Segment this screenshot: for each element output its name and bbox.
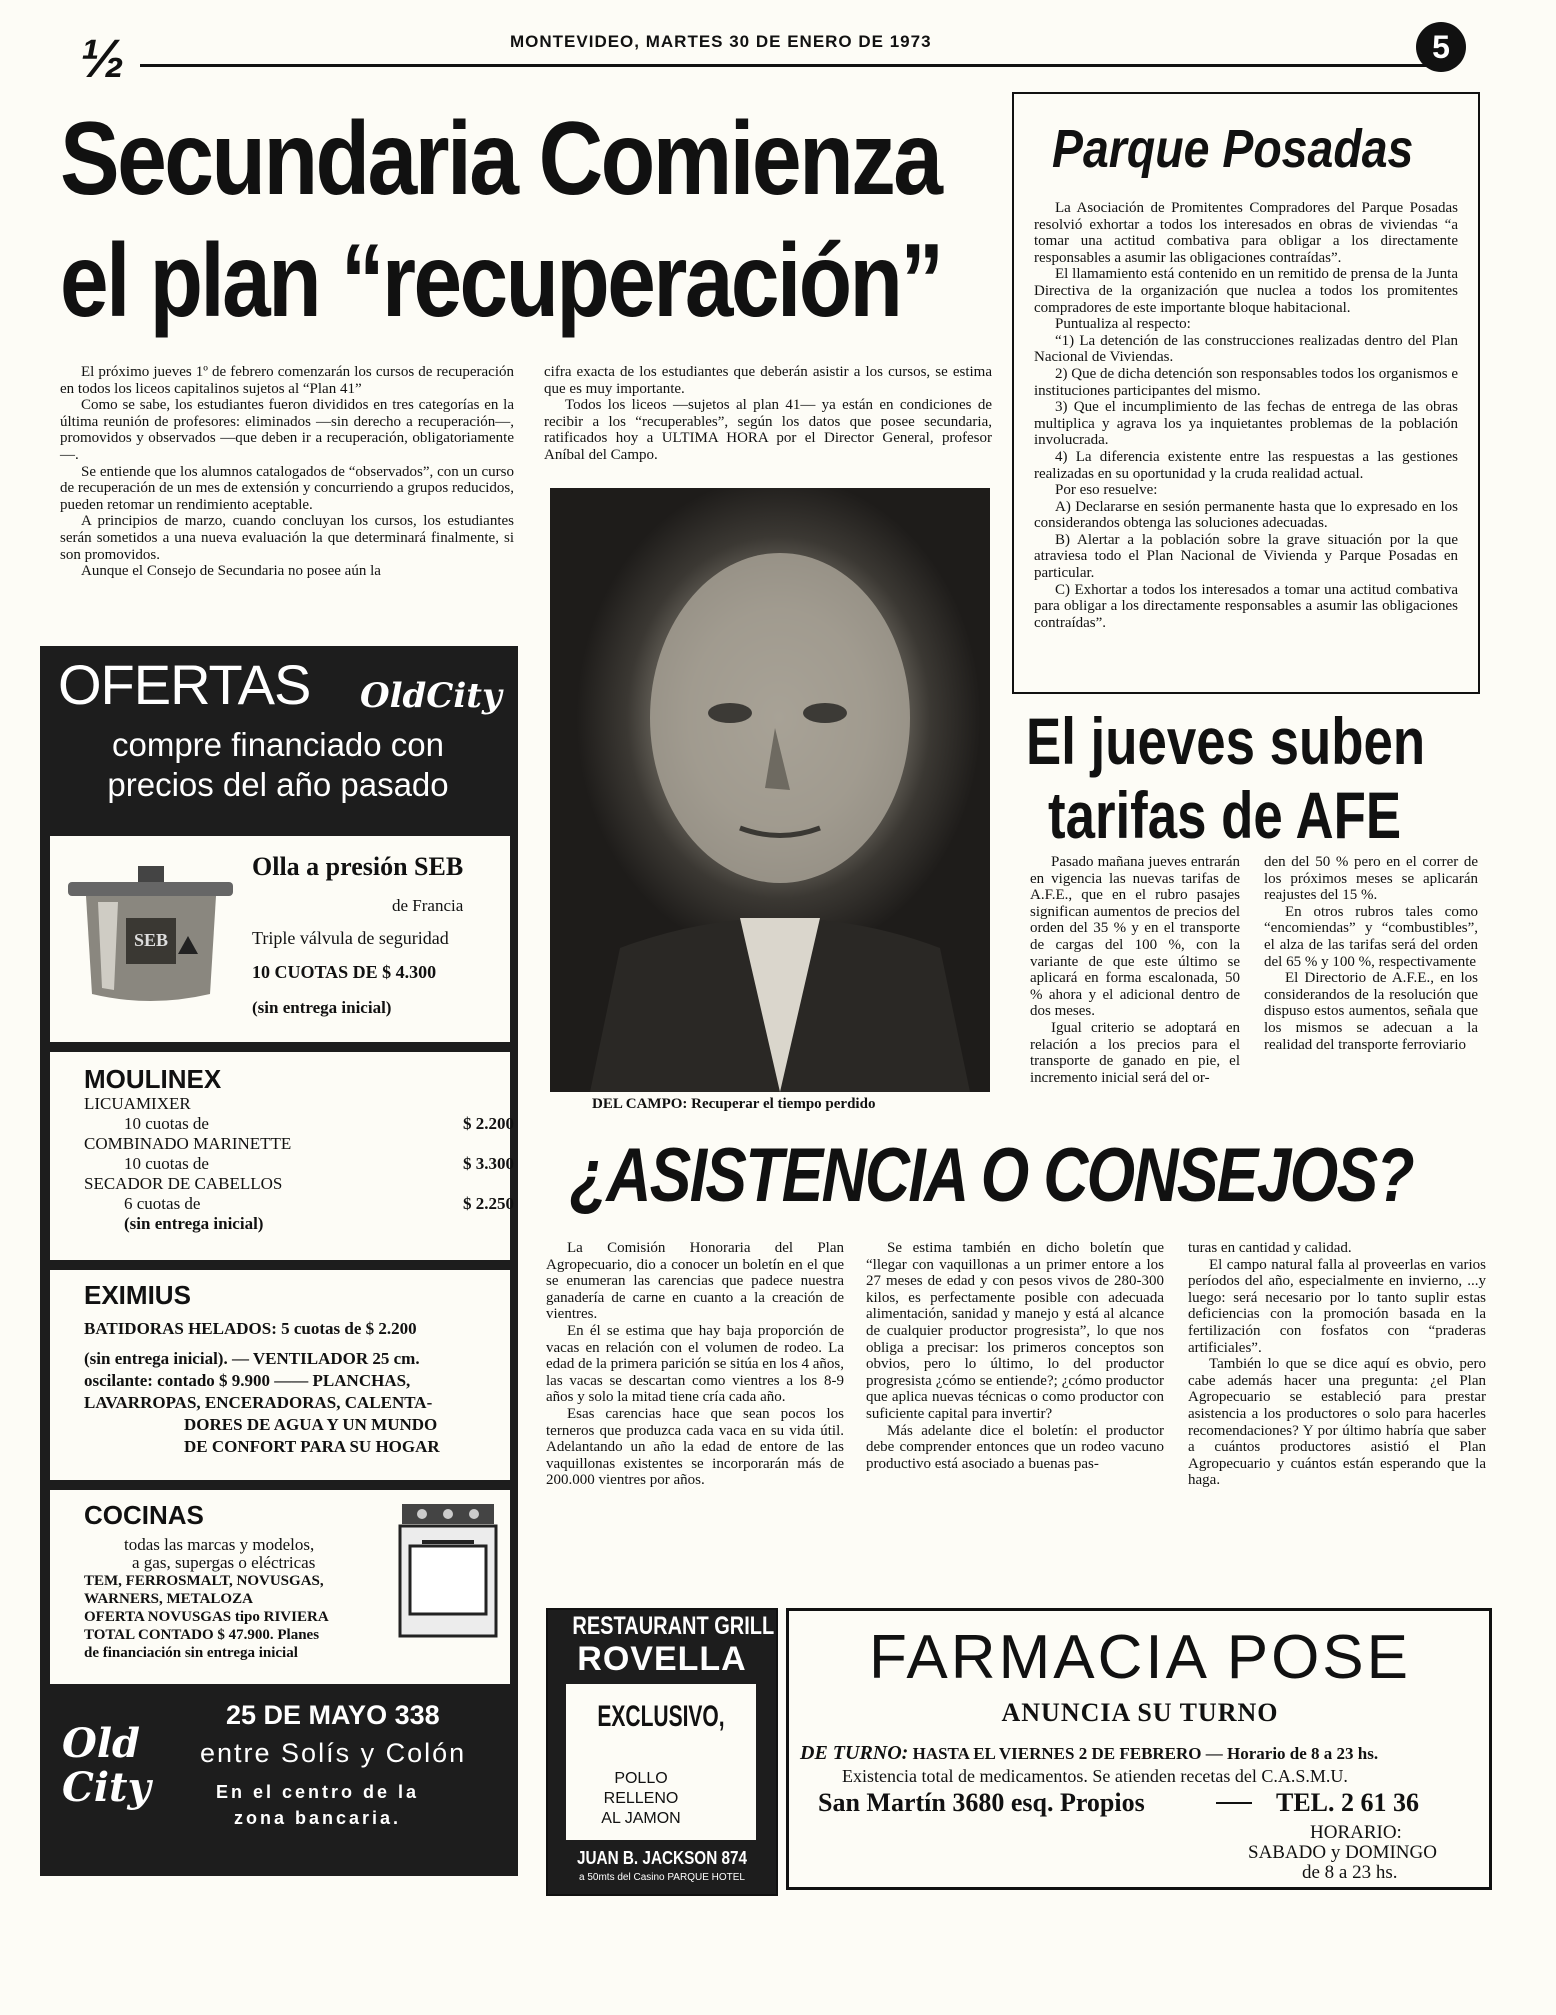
paragraph: En otros rubros tales como “encomiendas” y “combustibles”, el alza de las tarifas será del orden del 65 % y 100 %, respectivamente <box>1264 903 1478 970</box>
ad-oldcity-tag2: zona bancaria. <box>234 1808 402 1828</box>
paragraph: Aunque el Consejo de Secundaria no posee aún la <box>81 563 381 580</box>
ad-oldcity-title: OFERTAS <box>58 653 311 716</box>
page-number: 5 <box>1416 22 1466 72</box>
paragraph: turas en cantidad y calidad. <box>1188 1240 1352 1256</box>
moulinex-item-name: COMBINADO MARINETTE <box>84 1134 292 1153</box>
paragraph: 3) Que el incumplimiento de las fechas de entrega de las obras multiplica y agrava los ya inquietantes problemas de la población involucrada. <box>1034 399 1458 449</box>
ad-olla-note: (sin entrega inicial) <box>252 998 392 1017</box>
paragraph: den del 50 % pero en el correr de los próximos meses se aplicarán reajustes del 15 %. <box>1264 854 1478 904</box>
cocinas-line: TEM, FERROSMALT, NOVUSGAS, <box>84 1573 324 1589</box>
paragraph: La Asociación de Promitentes Compradores del Parque Posadas resolvió exhortar a todos los interesados en obras de viviendas “a tomar una actitud combativa para obligar a los directamente responsables a asumir las obligaciones contraídas”. <box>1034 200 1458 266</box>
ad-farmacia-phone: TEL. 2 61 36 <box>1276 1788 1420 1817</box>
paragraph: Esas carencias hace que sean pocos los terneros que produzca cada vaca en su vida útil. Adelantando un año la edad de entore de las vaquillonas existentes se incorporarán más de 200.000 vientres por años. <box>546 1405 844 1489</box>
eximius-line: DE CONFORT PARA SU HOGAR <box>184 1437 440 1456</box>
ad-farmacia-horario-label: HORARIO: <box>1310 1822 1402 1843</box>
ad-olla-name: Olla a presión SEB <box>252 852 464 881</box>
eximius-line: oscilante: contado $ 9.900 —— PLANCHAS, <box>84 1371 411 1390</box>
ad-moulinex-brand: MOULINEX <box>84 1064 222 1094</box>
ad-olla-feature: Triple válvula de seguridad <box>252 928 449 948</box>
paragraph: Puntualiza al respecto: <box>1055 316 1191 333</box>
article-parque-posadas <box>1034 200 1458 631</box>
moulinex-item-price: $ 2.200 <box>463 1114 514 1133</box>
moulinex-item-name: SECADOR DE CABELLOS <box>84 1174 283 1193</box>
paragraph: Se entiende que los alumnos catalogados de “observados”, con un curso de recuperación de un mes de extensión y concurriendo a grupos reducidos, pueden retomar un rendimiento aceptable. <box>60 463 515 513</box>
masthead-logo: ½ <box>80 29 126 89</box>
paragraph: 4) La diferencia existente entre las respuestas a las gestiones realizadas en su oportunidad y la cruda realidad actual. <box>1034 448 1458 482</box>
paragraph: Como se sabe, los estudiantes fueron divididos en tres categorías en la última reunión de profesores: eliminados —sin derecho a recuperación—, promovidos y observados —que deben ir a recuperación, obligatoriamente—. <box>60 397 514 463</box>
ad-moulinex-list <box>84 1094 514 1234</box>
ad-farmacia-dash <box>1216 1802 1252 1804</box>
cocinas-line: de financiación sin entrega inicial <box>84 1645 298 1661</box>
ad-oldcity-line1: compre financiado con <box>111 726 445 763</box>
headline-parque-posadas: Parque Posadas <box>1052 119 1414 179</box>
dateline: MONTEVIDEO, MARTES 30 DE ENERO DE 1973 <box>510 32 932 51</box>
cocinas-line: todas las marcas y modelos, <box>124 1535 315 1554</box>
ad-farmacia-turno-label: DE TURNO: <box>800 1742 909 1764</box>
paragraph: “1) La detención de las construcciones realizadas dentro del Plan Nacional de Viviendas. <box>1034 332 1458 366</box>
paragraph: La Comisión Honoraria del Plan Agropecuario, dio a conocer un boletín en el que se enumeran las carencias que padece nuestra ganadería de carne en cuanto a la creación de vientres. <box>546 1240 844 1323</box>
ad-oldcity-address: 25 DE MAYO 338 <box>226 1700 440 1730</box>
paragraph: Se estima también en dicho boletín que “llegar con vaquillonas a un primer entore a los 27 meses de edad y con pesos vivos de 280-300 kilos, es perfectamente posible con adecuada alimentación, sanidad y manejo y está al alcance de cualquier productor progresista”, lo que nos obliga a precisar: los primeros conceptos son obvios, pero lo último, lo del productor progresista ¿cómo se entiende?; ¿cómo productor que aplica nuevas técnicas o como productor con suficiente capital para invertir? <box>866 1240 1164 1422</box>
paragraph: También lo que se dice aquí es obvio, pero cabe además hacer una pregunta: ¿el Plan Agropecuario se estableció para prestar asistencia a los productores o solo para hacerles recomendaciones? Y por último habría que saber a cuántos productores asistió el Plan Agropecuario y cuántos están esperando que la haga. <box>1188 1356 1486 1489</box>
paragraph: A) Declararse en sesión permanente hasta que lo expresado en los considerandos obtenga las soluciones adecuadas. <box>1034 498 1458 532</box>
moulinex-item-row <box>84 1154 514 1174</box>
ad-farmacia-horario-hours: de 8 a 23 hs. <box>1302 1862 1398 1883</box>
headline-afe-1: El jueves suben <box>1026 704 1426 778</box>
paragraph: cifra exacta de los estudiantes que deberán asistir a los cursos, se estima que es muy importante. <box>544 364 992 397</box>
ad-olla-price: 10 CUOTAS DE $ 4.300 <box>252 962 437 982</box>
ad-oldcity-tag1: En el centro de la <box>216 1782 420 1802</box>
article-asistencia-col3 <box>1188 1240 1486 1489</box>
ad-oldcity-brand: OldCity <box>360 676 502 716</box>
header-rule <box>140 64 1430 67</box>
moulinex-item-price: $ 2.250 <box>463 1194 514 1213</box>
paragraph: C) Exhortar a todos los interesados a tomar una actitud combativa para obligar a los directamente responsables a asumir las obligaciones contraídas”. <box>1034 581 1458 631</box>
ad-oldcity-between: entre Solís y Colón <box>200 1738 467 1768</box>
ad-oldcity <box>40 646 518 1876</box>
ad-olla-pot-label: SEB <box>134 930 169 950</box>
ad-eximius-brand: EXIMIUS <box>84 1280 191 1310</box>
ad-farmacia-address: San Martín 3680 esq. Propios <box>818 1788 1145 1817</box>
ad-oldcity-footer-logo: Old City <box>62 1720 151 1811</box>
ad-rovella-line2: ROVELLA <box>577 1640 747 1678</box>
eximius-line: DORES DE AGUA Y UN MUNDO <box>184 1415 438 1434</box>
article-afe-col1 <box>1030 854 1240 1086</box>
paragraph: El Directorio de A.F.E., en los considerandos de la resolución que dispuso estos aumentos, señala que los mismos se adecuan a la realidad del transporte ferroviario <box>1264 970 1478 1053</box>
ad-rovella-item3: AL JAMON <box>601 1810 681 1827</box>
ad-olla-origin: de Francia <box>392 896 464 915</box>
article-afe-col2 <box>1264 854 1478 1053</box>
article-asistencia-col1 <box>546 1240 844 1489</box>
ad-farmacia-existencia: Existencia total de medicamentos. Se atienden recetas del C.A.S.M.U. <box>842 1766 1348 1786</box>
ad-farmacia-horario-days: SABADO y DOMINGO <box>1248 1842 1437 1863</box>
ad-rovella-line1: RESTAURANT GRILL <box>572 1612 775 1640</box>
paragraph: El campo natural falla al proveerlas en varios períodos del año, especialmente en invierno, ...y luego: será necesario por lo tanto suplir estas deficiencias con la promoción basada en la fertilización con fosfatos con “praderas artificiales”. <box>1188 1256 1486 1356</box>
moulinex-item-terms: 10 cuotas de <box>124 1114 209 1133</box>
ad-rovella-address: JUAN B. JACKSON 874 <box>576 1848 748 1868</box>
eximius-line: (sin entrega inicial). — VENTILADOR 25 cm. <box>84 1349 420 1368</box>
paragraph: Más adelante dice el boletín: el productor debe comprender entonces que un rodeo vacuno productivo está asociado a buenas pas- <box>866 1422 1164 1472</box>
paragraph: En él se estima que hay baja proporción de vacas en relación con el volumen de rodeo. La edad de la primera parición se sitúa en los 4 años, las vacas se descartan como vientres a los 8-9 años y solo la mitad tiene cría cada año. <box>546 1322 844 1406</box>
paragraph: Igual criterio se adoptará en relación a los precios para el transporte de ganado en pie, el incremento inicial será del or- <box>1030 1019 1240 1086</box>
moulinex-note: (sin entrega inicial) <box>124 1214 264 1233</box>
moulinex-item-row <box>84 1114 514 1134</box>
article-secundaria-col2 <box>544 364 992 464</box>
cocinas-line: a gas, supergas o eléctricas <box>132 1553 316 1572</box>
photo-del-campo <box>550 488 990 1092</box>
paragraph: Pasado mañana jueves entrarán en vigencia las nuevas tarifas de A.F.E., que en el rubro pasajes significan aumentos de precios del orden del 35 % y en el transporte de cargas del 100 %, con la variante de que este último se aplicará en forma escalonada, 50 % ahora y el adicional dentro de dos meses. <box>1030 854 1240 1020</box>
ad-oldcity-line2: precios del año pasado <box>107 766 449 803</box>
ad-farmacia-turno <box>800 1742 1480 1765</box>
moulinex-item-row <box>84 1194 514 1214</box>
paragraph: 2) Que de dicha detención son responsables todos los organismos e instituciones participantes del mismo. <box>1034 365 1458 399</box>
cocinas-line: OFERTA NOVUSGAS tipo RIVIERA <box>84 1609 329 1625</box>
stove-icon <box>396 1500 500 1640</box>
ad-cocinas-brand: COCINAS <box>84 1500 204 1530</box>
moulinex-item-name: LICUAMIXER <box>84 1094 191 1113</box>
paragraph: Por eso resuelve: <box>1055 482 1158 499</box>
ad-farmacia-turno-text: HASTA EL VIERNES 2 DE FEBRERO — Horario de 8 a 23 hs. <box>912 1744 1379 1763</box>
eximius-line: BATIDORAS HELADOS: 5 cuotas de $ 2.200 <box>84 1319 417 1338</box>
headline-asistencia: ¿ASISTENCIA O CONSEJOS? <box>570 1133 1413 1218</box>
article-secundaria-col1 <box>60 364 514 580</box>
paragraph: Todos los liceos —sujetos al plan 41— ya están en condiciones de recibir a los “recuperables”, según los datos que posee secundaria, ratificados hoy a ULTIMA HORA por el Director General, profesor Aníbal del Campo. <box>544 397 992 463</box>
ad-rovella-note: a 50mts del Casino PARQUE HOTEL <box>579 1872 745 1883</box>
ad-farmacia-name: FARMACIA POSE <box>868 1623 1412 1692</box>
paragraph: El llamamiento está contenido en un remitido de prensa de la Junta Directiva de la organización que nuclea a todos los promitentes compradores de este importante bloque habitacional. <box>1034 266 1458 316</box>
moulinex-item-terms: 10 cuotas de <box>124 1154 209 1173</box>
headline-afe-2: tarifas de AFE <box>1048 778 1402 852</box>
paragraph: A principios de marzo, cuando concluyan los cursos, los estudiantes serán sometidos a una nueva evaluación la que determinará finalmente, si son promovidos. <box>60 513 514 563</box>
moulinex-item-price: $ 3.300 <box>463 1154 514 1173</box>
ad-farmacia-announce: ANUNCIA SU TURNO <box>1001 1698 1279 1727</box>
paragraph: B) Alertar a la población sobre la grave situación por la que atraviesa todo el Plan Nacional de Vivienda y Parque Posadas en particular. <box>1034 531 1458 582</box>
portrait-illustration <box>550 488 990 1092</box>
ad-cocinas-text <box>84 1536 404 1662</box>
ad-rovella-item1: POLLO <box>614 1770 668 1787</box>
ad-rovella-exclusive: EXCLUSIVO, <box>597 1700 725 1733</box>
moulinex-item-terms: 6 cuotas de <box>124 1194 201 1213</box>
article-asistencia-col2 <box>866 1240 1164 1472</box>
cocinas-line: WARNERS, METALOZA <box>84 1591 253 1607</box>
headline-secundaria-1: Secundaria Comienza <box>60 101 941 217</box>
headline-secundaria-2: el plan “recuperación” <box>60 223 942 339</box>
paragraph: El próximo jueves 1º de febrero comenzarán los cursos de recuperación en todos los liceos capitalinos sujetos al “Plan 41” <box>60 364 514 397</box>
eximius-line: LAVARROPAS, ENCERADORAS, CALENTA- <box>84 1393 433 1412</box>
cocinas-line: TOTAL CONTADO $ 47.900. Planes <box>84 1627 320 1643</box>
photo-caption: DEL CAMPO: Recuperar el tiempo perdido <box>592 1096 876 1112</box>
ad-rovella-item2: RELLENO <box>603 1790 679 1807</box>
ad-eximius-text <box>84 1318 514 1458</box>
